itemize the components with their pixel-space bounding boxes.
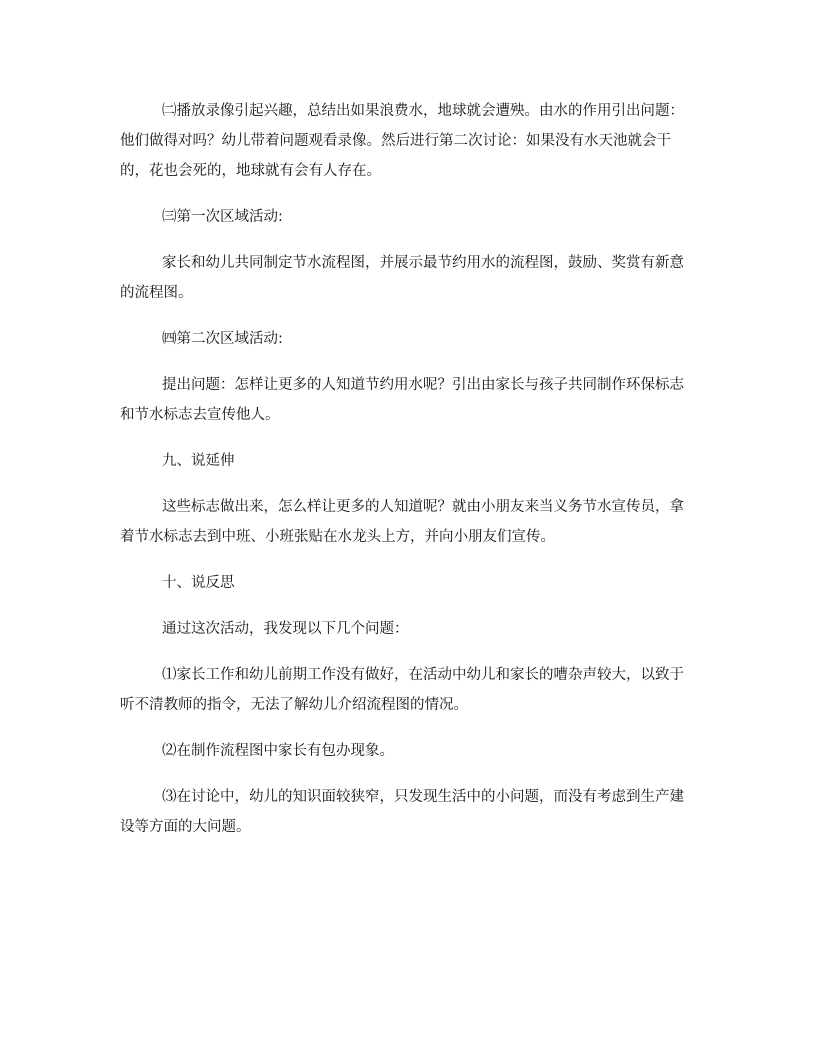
reflection-item-3: ⑶在讨论中，幼儿的知识面较狭窄，只发现生活中的小问题，而没有考虑到生产建设等方面的大问题。 bbox=[120, 789, 684, 835]
paragraph-extension: 这些标志做出来，怎么样让更多的人知道呢？就由小朋友来当义务节水宣传员，拿着节水标志去到中班、小班张贴在水龙头上方，并向小朋友们宣传。 bbox=[120, 499, 684, 545]
paragraph-question-signs: 提出问题：怎样让更多的人知道节约用水呢？引出由家长与孩子共同制作环保标志和节水标志去宣传他人。 bbox=[120, 377, 684, 423]
paragraph-water-flowchart: 家长和幼儿共同制定节水流程图，并展示最节约用水的流程图，鼓励、奖赏有新意的流程图。 bbox=[120, 255, 684, 301]
paragraph-reflection-intro: 通过这次活动，我发现以下几个问题： bbox=[162, 621, 409, 637]
heading-extension: 九、说延伸 bbox=[162, 453, 235, 469]
reflection-item-1: ⑴家长工作和幼儿前期工作没有做好，在活动中幼儿和家长的嘈杂声较大，以致于听不清教师的指令，无法了解幼儿介绍流程图的情况。 bbox=[120, 667, 684, 713]
heading-second-area-activity: ㈣第二次区域活动: bbox=[162, 331, 283, 347]
paragraph-activity-2: ㈡播放录像引起兴趣，总结出如果浪费水，地球就会遭殃。由水的作用引出问题：他们做得对吗？幼儿带着问题观看录像。然后进行第二次讨论：如果没有水天池就会干的，花也会死的，地球就有会有人存在。 bbox=[120, 103, 684, 179]
heading-reflection: 十、说反思 bbox=[162, 575, 235, 591]
heading-first-area-activity: ㈢第一次区域活动: bbox=[162, 209, 283, 225]
reflection-item-2: ⑵在制作流程图中家长有包办现象。 bbox=[162, 743, 394, 759]
document-body bbox=[120, 96, 698, 858]
